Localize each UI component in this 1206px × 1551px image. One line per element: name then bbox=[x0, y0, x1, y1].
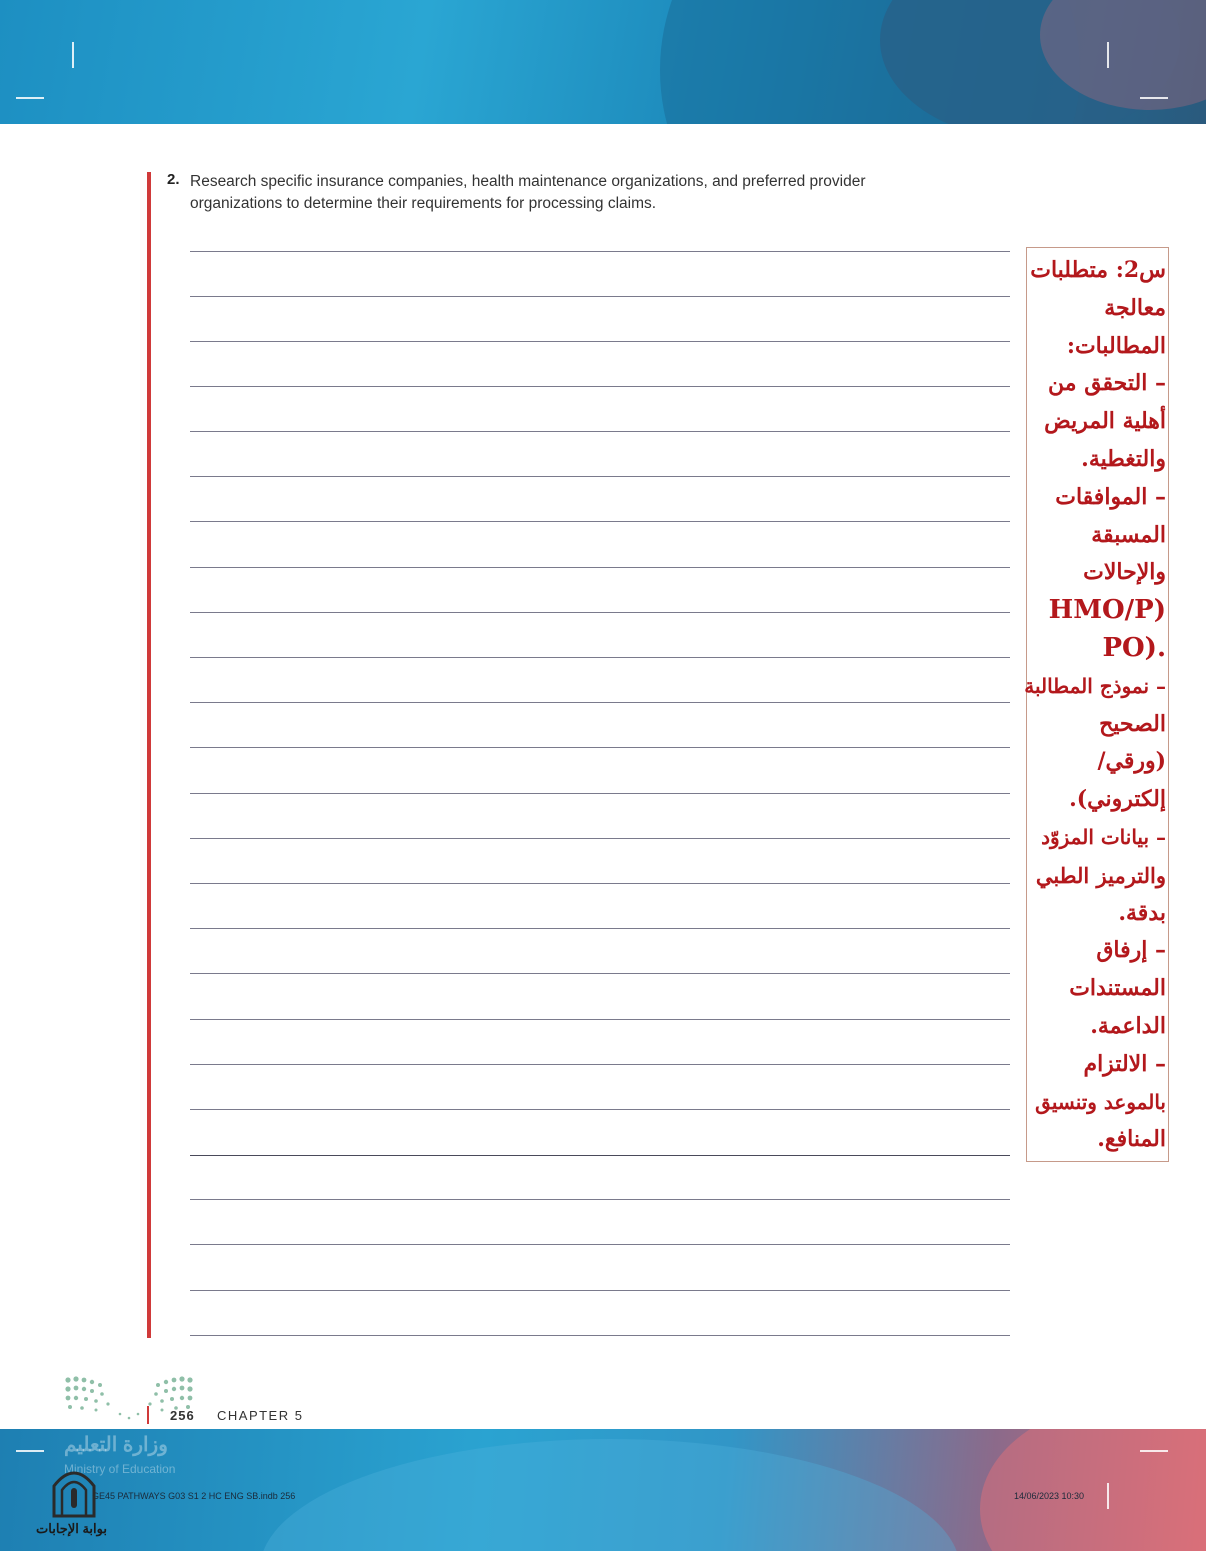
writing-line bbox=[190, 973, 1010, 974]
answer-line: (HMO/P bbox=[1048, 595, 1166, 626]
chapter-label: CHAPTER 5 bbox=[217, 1408, 304, 1423]
ministry-name-en: Ministry of Education bbox=[64, 1462, 176, 1476]
answer-line: – إرفاق bbox=[1096, 937, 1166, 964]
answer-line: أهلية المريض bbox=[1044, 408, 1166, 435]
writing-line bbox=[190, 476, 1010, 477]
writing-line bbox=[190, 747, 1010, 748]
writing-line bbox=[190, 1155, 1010, 1156]
writing-line bbox=[190, 1019, 1010, 1020]
crop-mark bbox=[16, 97, 44, 99]
answer-line: – بيانات المزوّد bbox=[1041, 824, 1166, 849]
writing-line bbox=[190, 702, 1010, 703]
writing-line bbox=[190, 793, 1010, 794]
answer-line: المطالبات: bbox=[1066, 332, 1166, 359]
writing-line bbox=[190, 1244, 1010, 1245]
banner-shape bbox=[980, 1429, 1206, 1551]
writing-line bbox=[190, 1064, 1010, 1065]
answer-line: الصحيح bbox=[1099, 710, 1166, 737]
writing-line bbox=[190, 1290, 1010, 1291]
writing-line bbox=[190, 296, 1010, 297]
footer-separator bbox=[147, 1406, 149, 1424]
answer-line: المستندات bbox=[1069, 975, 1166, 1002]
answer-gate-icon bbox=[50, 1466, 98, 1518]
writing-line bbox=[190, 1335, 1010, 1336]
question-text: Research specific insurance companies, health maintenance organizations, and preferred provider organizations to determine their requirements for processing claims. bbox=[190, 173, 866, 212]
crop-mark bbox=[16, 1450, 44, 1452]
answer-line: والإحالات bbox=[1083, 559, 1166, 586]
answer-line: (ورقي/ bbox=[1097, 748, 1166, 775]
answer-box bbox=[1026, 247, 1169, 1162]
answer-line: والتغطية. bbox=[1081, 445, 1166, 472]
writing-line bbox=[190, 521, 1010, 522]
writing-line bbox=[190, 883, 1010, 884]
writing-line bbox=[190, 1199, 1010, 1200]
bottom-banner bbox=[0, 1429, 1206, 1551]
writing-line bbox=[190, 567, 1010, 568]
crop-mark bbox=[72, 42, 74, 68]
writing-line bbox=[190, 431, 1010, 432]
writing-line bbox=[190, 928, 1010, 929]
crop-mark bbox=[1140, 1450, 1168, 1452]
answer-line: بالموعد وتنسيق bbox=[1035, 1089, 1166, 1114]
answer-line: معالجة bbox=[1104, 294, 1166, 321]
answer-line: إلكتروني). bbox=[1069, 786, 1166, 813]
writing-line bbox=[190, 251, 1010, 252]
file-slug: GE45 PATHWAYS G03 S1 2 HC ENG SB.indb 256 bbox=[92, 1491, 296, 1501]
crop-mark bbox=[1107, 42, 1109, 68]
question-number: 2. bbox=[167, 171, 180, 188]
answer-line: س2: متطلبات bbox=[1030, 257, 1166, 283]
answer-line: بدقة. bbox=[1118, 899, 1166, 926]
answer-line: – الموافقات bbox=[1055, 483, 1166, 510]
banner-shape bbox=[260, 1439, 960, 1551]
writing-line bbox=[190, 657, 1010, 658]
margin-rule bbox=[147, 172, 151, 1338]
answer-line: .(PO bbox=[1102, 632, 1166, 663]
page-number: 256 bbox=[170, 1408, 195, 1423]
answer-line: – نموذج المطالبة bbox=[1024, 673, 1166, 698]
ministry-name-ar: وزارة التعليم bbox=[64, 1434, 168, 1456]
answer-line: – الالتزام bbox=[1083, 1050, 1166, 1077]
answer-line: والترميز الطبي bbox=[1035, 862, 1166, 888]
crop-mark bbox=[1140, 97, 1168, 99]
answer-line: الداعمة. bbox=[1090, 1012, 1166, 1039]
top-banner bbox=[0, 0, 1206, 124]
print-date: 14/06/2023 10:30 bbox=[1014, 1491, 1085, 1501]
writing-line bbox=[190, 838, 1010, 839]
answer-line: المنافع. bbox=[1097, 1126, 1166, 1153]
answer-line: – التحقق من bbox=[1048, 370, 1166, 397]
writing-line bbox=[190, 341, 1010, 342]
watermark-label: بوابة الإجابات bbox=[36, 1521, 107, 1536]
crop-mark bbox=[1107, 1483, 1109, 1509]
writing-line bbox=[190, 1109, 1010, 1110]
answer-line: المسبقة bbox=[1091, 521, 1166, 548]
writing-line bbox=[190, 386, 1010, 387]
writing-line bbox=[190, 612, 1010, 613]
